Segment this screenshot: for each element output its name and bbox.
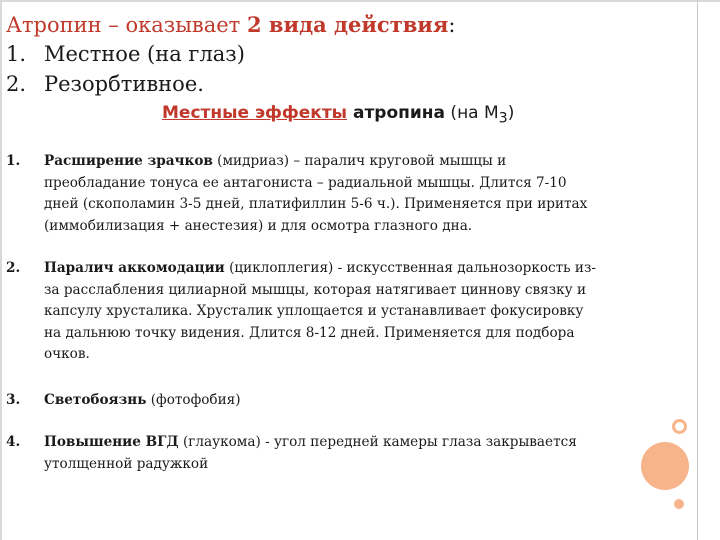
- effect-line: преобладание тонуса ее антагониста – радиальной мышцы. Длится 7-10: [44, 174, 567, 191]
- effect-number: 3.: [6, 392, 21, 408]
- title-drug: Атропин: [6, 13, 102, 37]
- effect-line: за расслабления цилиарной мышцы, которая натягивает циннову связку и: [44, 281, 587, 298]
- effect-text: [44, 432, 694, 475]
- slide-left-border: [0, 0, 2, 540]
- heading-rest: (на М: [445, 103, 499, 123]
- top-list-item: [6, 42, 245, 66]
- effect-number: 1.: [6, 153, 21, 169]
- heading-close: ): [507, 103, 515, 123]
- effect-term: Светобоязнь: [44, 392, 147, 408]
- slide-top-border: [0, 0, 720, 2]
- effect-line: на дальнюю точку видения. Длится 8-12 дней. Применяется для подбора: [44, 324, 575, 341]
- effect-line: капсулу хрусталика. Хрусталик уплощается и устанавливает фокусировку: [44, 303, 584, 319]
- title-colon: :: [448, 13, 456, 37]
- top-item-text: Местное (на глаз): [44, 42, 245, 66]
- effect-text: [44, 151, 694, 237]
- decor-dot-icon: [674, 499, 684, 509]
- title-dash: – оказывает: [101, 13, 247, 37]
- effect-text: [44, 258, 694, 366]
- top-list-item: [6, 72, 204, 96]
- top-item-text: Резорбтивное.: [44, 72, 204, 96]
- effect-line: (фотофобия): [146, 392, 241, 408]
- heading-underlined: Местные эффекты: [162, 103, 348, 123]
- effect-line: очков.: [44, 346, 90, 362]
- effect-line: дней (скополамин 3-5 дней, платифиллин 5-6 ч.). Применяется при иритах: [44, 196, 588, 212]
- slide-right-border: [697, 0, 698, 540]
- effect-line: утолщенной радужкой: [44, 455, 209, 472]
- effect-line: (мидриаз) – паралич круговой мышцы и: [212, 153, 507, 169]
- section-heading: [162, 103, 514, 126]
- effect-line: (глаукома) - угол передней камеры глаза закрывается: [178, 434, 577, 450]
- effect-number: 4.: [6, 434, 21, 450]
- effect-term: Паралич аккомодации: [44, 260, 225, 276]
- effect-number: 2.: [6, 260, 21, 276]
- top-item-number: 1.: [6, 42, 27, 66]
- heading-bold: атропина: [347, 103, 446, 123]
- effect-term: Повышение ВГД: [44, 434, 179, 450]
- heading-subscript: 3: [498, 110, 508, 127]
- effect-text: [44, 390, 694, 412]
- slide-title: [6, 12, 455, 37]
- effect-term: Расширение зрачков: [44, 153, 213, 169]
- top-item-number: 2.: [6, 72, 27, 96]
- effect-line: (циклоплегия) - искусственная дальнозоркость из-: [224, 260, 596, 276]
- effect-line: (иммобилизация + анестезия) и для осмотра глазного дна.: [44, 217, 473, 234]
- title-highlight: 2 вида действия: [246, 12, 449, 37]
